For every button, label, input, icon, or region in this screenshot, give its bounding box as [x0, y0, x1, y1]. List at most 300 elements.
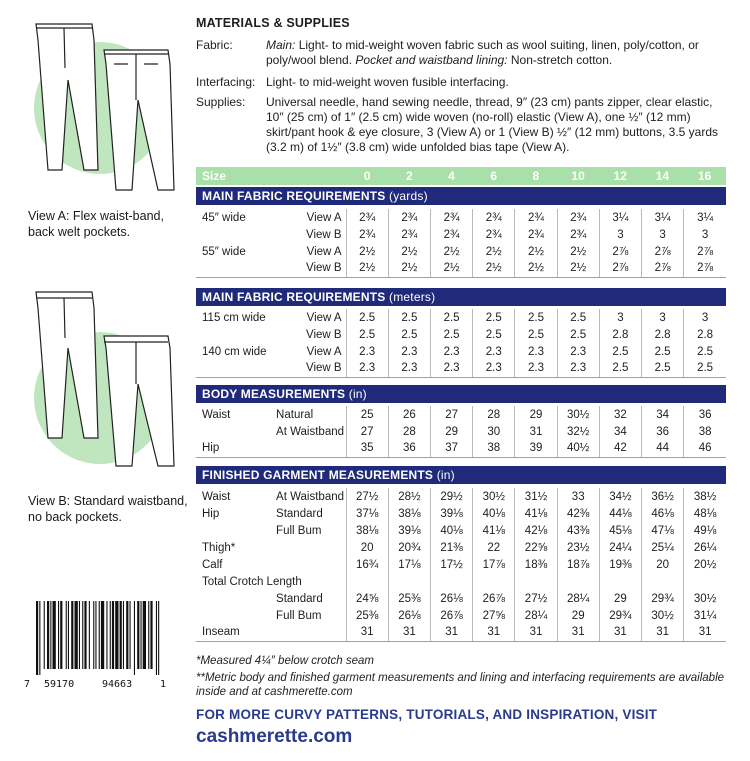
materials-heading: MATERIALS & SUPPLIES: [196, 16, 350, 30]
barcode-bar: [99, 601, 100, 669]
table-row: [196, 607, 726, 624]
table-cell: 37⅛: [346, 505, 388, 522]
row-sublabel: Full Bum: [276, 609, 322, 622]
size-4: 4: [448, 169, 455, 183]
table-cell: 2⅞: [684, 243, 726, 260]
table-cell: 17⅛: [388, 556, 430, 573]
size-14: 14: [655, 169, 670, 183]
table-cell: 2.3: [473, 343, 515, 360]
table-cell: 20¾: [388, 539, 430, 556]
table-row: [196, 423, 726, 440]
table-cell: 2¾: [346, 209, 388, 226]
fabric-yards-table: [196, 209, 726, 278]
fabric-main-label: Main:: [266, 38, 296, 52]
row-sublabel: View A: [306, 211, 342, 224]
table-cell: 49⅛: [684, 522, 726, 539]
table-cell: 48⅛: [684, 505, 726, 522]
table-cell: 36½: [642, 488, 684, 505]
table-cell: 22: [473, 539, 515, 556]
row-label: [196, 590, 276, 607]
table-cell: 3: [684, 226, 726, 243]
table-cell: 23½: [557, 539, 599, 556]
section-title: FINISHED GARMENT MEASUREMENTS: [202, 468, 434, 482]
row-sublabel: Standard: [276, 592, 323, 605]
table-row: [196, 260, 726, 277]
table-cell: 44: [642, 440, 684, 457]
table-cell: 43⅜: [557, 522, 599, 539]
table-cell: 2.5: [515, 326, 557, 343]
section-bar-fabric-meters: [196, 288, 726, 306]
table-cell: 20½: [684, 556, 726, 573]
table-cell: 35: [346, 440, 388, 457]
row-sublabel: Standard: [276, 507, 323, 520]
fabric-lining-text: Non-stretch cotton.: [510, 53, 613, 67]
table-cell: 2½: [388, 260, 430, 277]
size-2: 2: [405, 169, 413, 183]
table-cell: 31¼: [684, 607, 726, 624]
table-cell: 21⅜: [430, 539, 472, 556]
table-cell: 25¼: [642, 539, 684, 556]
table-cell: 2½: [430, 243, 472, 260]
table-cell: 18⅜: [515, 556, 557, 573]
table-cell: 28: [473, 406, 515, 423]
row-sublabel: At Waistband: [276, 490, 345, 503]
table-cell: 27: [346, 423, 388, 440]
table-cell: 36: [684, 406, 726, 423]
table-cell: 28: [388, 423, 430, 440]
table-cell: 2¾: [515, 226, 557, 243]
size-6: 6: [490, 169, 498, 183]
size-0: 0: [363, 169, 371, 183]
table-cell: 2.5: [346, 326, 388, 343]
barcode-bar: [82, 601, 83, 669]
row-sublabel: View A: [306, 345, 342, 358]
table-cell: 2⅞: [642, 243, 684, 260]
row-sublabel: At Waistband: [276, 425, 345, 438]
barcode-bar: [120, 601, 122, 669]
barcode-bar: [101, 601, 104, 669]
table-cell: 2.5: [346, 309, 388, 326]
row-label: 45″ wide: [202, 211, 246, 224]
table-cell: 31: [346, 624, 388, 641]
table-cell: 2.3: [430, 360, 472, 377]
barcode-bar: [66, 601, 67, 669]
table-cell: 25⅜: [346, 607, 388, 624]
table-cell: 27½: [346, 488, 388, 505]
table-cell: 47⅛: [642, 522, 684, 539]
table-cell: 2.8: [599, 326, 641, 343]
table-cell: 26: [388, 406, 430, 423]
table-cell: 29: [515, 406, 557, 423]
table-cell: 16¾: [346, 556, 388, 573]
barcode-digit-group-2: 94663: [102, 679, 133, 690]
table-cell: 2.5: [557, 326, 599, 343]
table-cell: 26⅛: [388, 607, 430, 624]
table-cell: 36: [388, 440, 430, 457]
fabric-main-text: Light- to mid-weight woven fabric such as wool suiting, linen, poly/cotton, or poly/wool blend.: [266, 38, 699, 67]
table-cell: 31: [430, 624, 472, 641]
table-cell: 42: [599, 440, 641, 457]
table-cell: 3: [599, 309, 641, 326]
table-cell: 18⅞: [557, 556, 599, 573]
barcode-bar: [93, 601, 94, 669]
table-cell: [346, 573, 388, 590]
row-sublabel: View B: [305, 228, 342, 241]
table-cell: 2¾: [557, 209, 599, 226]
table-cell: 31: [515, 624, 557, 641]
table-cell: 2.5: [642, 360, 684, 377]
call-to-action: FOR MORE CURVY PATTERNS, TUTORIALS, AND INSPIRATION, VISIT: [196, 707, 658, 722]
table-cell: 26⅞: [430, 607, 472, 624]
table-cell: 33: [557, 488, 599, 505]
size-label: Size: [202, 169, 227, 183]
row-label: Waist: [202, 490, 231, 503]
fabric-lining-label: Pocket and waistband lining:: [355, 53, 508, 67]
size-12: 12: [613, 169, 627, 183]
table-cell: 2½: [473, 243, 515, 260]
view-a-caption: View A: Flex waist-band, back welt pockets.: [28, 209, 164, 239]
table-row: [196, 440, 726, 457]
row-label: Hip: [202, 507, 220, 520]
barcode-bar: [58, 601, 59, 669]
table-cell: 2¾: [430, 209, 472, 226]
table-cell: 34½: [599, 488, 641, 505]
table-cell: 2⅞: [684, 260, 726, 277]
supplies-text: Universal needle, hand sewing needle, thread, 9″ (23 cm) pants zipper, clear elastic, 10″ (25 cm) of 1″ (2.5 cm) wide woven (no-roll) elastic (View A), one ½″ (12 mm) skirt/pant hook & eye closure, 3 (View A) or 1 (View B) ½″ (12 mm) buttons, 3.5 yards (3.2 m) of 1½″ (3.8 cm) wide unfolded bias tape (View A).: [266, 95, 718, 154]
section-title: BODY MEASUREMENTS: [202, 387, 346, 401]
table-cell: 2.5: [473, 326, 515, 343]
table-cell: 2.3: [557, 343, 599, 360]
table-cell: 32½: [557, 423, 599, 440]
table-row: [196, 505, 726, 522]
table-cell: 30½: [473, 488, 515, 505]
table-cell: 44⅛: [599, 505, 641, 522]
barcode-bar: [47, 601, 49, 669]
table-cell: 42⅛: [515, 522, 557, 539]
table-cell: 36: [642, 423, 684, 440]
table-cell: 2.5: [599, 360, 641, 377]
view-b-pants-illustration: [28, 288, 178, 478]
section-title: MAIN FABRIC REQUIREMENTS: [202, 290, 386, 304]
table-cell: 2½: [557, 260, 599, 277]
body-measurements-table: [196, 406, 726, 458]
barcode-bar: [141, 601, 142, 669]
section-unit: (meters): [389, 290, 436, 304]
row-sublabel: Natural: [276, 408, 314, 421]
table-cell: 2¾: [346, 226, 388, 243]
table-cell: 2¾: [388, 209, 430, 226]
fabric-label: Fabric:: [196, 38, 233, 52]
row-label: [196, 423, 276, 440]
table-cell: 2.3: [473, 360, 515, 377]
barcode-bar: [130, 601, 131, 669]
table-row: [196, 522, 726, 539]
section-bar-fabric-yards: [196, 187, 726, 205]
row-label: [196, 226, 276, 243]
table-cell: 2.3: [346, 343, 388, 360]
table-cell: 2.5: [473, 309, 515, 326]
table-cell: 24⅝: [346, 590, 388, 607]
table-cell: 29¾: [599, 607, 641, 624]
table-cell: 2½: [557, 243, 599, 260]
table-cell: 2.8: [642, 326, 684, 343]
table-cell: 28½: [388, 488, 430, 505]
website-link[interactable]: cashmerette.com: [196, 726, 353, 747]
barcode-bar: [123, 601, 124, 669]
section-title: MAIN FABRIC REQUIREMENTS: [202, 189, 386, 203]
row-label: [196, 607, 276, 624]
table-cell: 31: [388, 624, 430, 641]
row-label: Thigh*: [202, 541, 236, 554]
row-sublabel: [276, 624, 346, 641]
table-cell: 45⅛: [599, 522, 641, 539]
table-cell: 24¼: [599, 539, 641, 556]
table-cell: 31: [473, 624, 515, 641]
table-cell: 27: [430, 406, 472, 423]
barcode-digit-1: 7: [24, 679, 31, 690]
interfacing-text: Light- to mid-weight woven fusible interfacing.: [266, 75, 509, 89]
table-cell: 26⅛: [430, 590, 472, 607]
table-cell: 34: [642, 406, 684, 423]
barcode-bar: [39, 601, 40, 675]
row-label: Inseam: [196, 624, 276, 641]
table-cell: 37: [430, 440, 472, 457]
row-sublabel: View A: [306, 311, 342, 324]
table-row: [196, 556, 726, 573]
view-a-pants-illustration: [28, 20, 178, 205]
table-cell: 2.3: [515, 343, 557, 360]
table-cell: 2.3: [430, 343, 472, 360]
table-cell: 46: [684, 440, 726, 457]
table-cell: 2.5: [684, 360, 726, 377]
row-sublabel: View B: [276, 360, 346, 377]
table-cell: 29¾: [642, 590, 684, 607]
row-label: Total Crotch Length: [202, 575, 302, 588]
table-cell: 31: [515, 423, 557, 440]
table-cell: 41⅛: [473, 522, 515, 539]
supplies-label: Supplies:: [196, 95, 246, 109]
table-cell: 2⅞: [599, 243, 641, 260]
table-cell: 31: [642, 624, 684, 641]
table-cell: 2¾: [515, 209, 557, 226]
table-cell: 2.5: [388, 326, 430, 343]
table-cell: 2¾: [473, 209, 515, 226]
table-row: [196, 209, 726, 226]
table-cell: 28¼: [557, 590, 599, 607]
table-cell: 39⅛: [388, 522, 430, 539]
barcode-bar: [75, 601, 78, 669]
table-cell: 40⅛: [473, 505, 515, 522]
barcode-bar: [95, 601, 96, 669]
table-cell: 2½: [515, 260, 557, 277]
table-cell: [515, 573, 557, 590]
table-cell: 2¾: [430, 226, 472, 243]
footnote-thigh: *Measured 4¼″ below crotch seam: [196, 655, 374, 667]
section-unit: (in): [348, 387, 367, 401]
table-cell: [642, 573, 684, 590]
table-cell: 38½: [684, 488, 726, 505]
table-cell: 38: [473, 440, 515, 457]
table-cell: 40½: [557, 440, 599, 457]
fabric-meters-table: [196, 309, 726, 378]
barcode-bar: [53, 601, 56, 669]
table-cell: [684, 573, 726, 590]
fabric-text: [266, 38, 726, 68]
table-cell: 25⅜: [388, 590, 430, 607]
barcode-bar: [71, 601, 73, 669]
table-cell: 2.8: [684, 326, 726, 343]
table-cell: 2.5: [388, 309, 430, 326]
barcode-bar: [89, 601, 90, 669]
barcode-bar: [79, 601, 80, 669]
barcode-digit-check: 1: [160, 679, 167, 690]
table-cell: 2.5: [684, 343, 726, 360]
table-cell: 2¾: [473, 226, 515, 243]
table-cell: 39⅛: [430, 505, 472, 522]
table-cell: 20: [642, 556, 684, 573]
table-cell: 2½: [388, 243, 430, 260]
table-cell: 29: [599, 590, 641, 607]
barcode-bar: [126, 601, 128, 669]
table-cell: 3¼: [684, 209, 726, 226]
table-cell: 22⅝: [515, 539, 557, 556]
table-cell: 2⅞: [599, 260, 641, 277]
row-label: Hip: [196, 440, 276, 457]
row-label: Calf: [202, 558, 223, 571]
table-cell: 30: [473, 423, 515, 440]
table-cell: 2¾: [557, 226, 599, 243]
barcode-bar: [158, 601, 159, 675]
row-label: [196, 522, 276, 539]
size-8: 8: [532, 169, 540, 183]
table-cell: 3¼: [642, 209, 684, 226]
table-cell: 26⅞: [473, 590, 515, 607]
table-cell: [388, 573, 430, 590]
table-row: [196, 624, 726, 641]
table-cell: 19⅜: [599, 556, 641, 573]
table-cell: 2.5: [557, 309, 599, 326]
table-cell: 28¼: [515, 607, 557, 624]
barcode-bar: [44, 601, 45, 669]
row-label: [196, 260, 276, 277]
table-row: [196, 488, 726, 505]
barcode-bar: [110, 601, 111, 669]
table-cell: 2.5: [642, 343, 684, 360]
barcode-bar: [68, 601, 69, 669]
table-cell: 38⅛: [388, 505, 430, 522]
table-cell: 39: [515, 440, 557, 457]
barcode-bar: [143, 601, 146, 669]
row-sublabel: View B: [305, 328, 342, 341]
size-10: 10: [571, 169, 585, 183]
table-cell: 31½: [515, 488, 557, 505]
barcode-bar: [156, 601, 157, 675]
interfacing-label: Interfacing:: [196, 75, 256, 89]
barcode-bar: [106, 601, 107, 669]
table-row: [196, 243, 726, 260]
table-cell: 31: [684, 624, 726, 641]
table-cell: 29½: [430, 488, 472, 505]
footnote-metric: **Metric body and finished garment measurements and lining and interfacing requirements are available inside and at cashmerette.com: [196, 672, 725, 698]
table-cell: 2½: [473, 260, 515, 277]
table-cell: 27½: [515, 590, 557, 607]
row-label: 115 cm wide: [202, 311, 266, 324]
table-cell: 17⅞: [473, 556, 515, 573]
row-sublabel: [276, 556, 346, 573]
barcode-bar: [137, 601, 139, 669]
row-sublabel: Full Bum: [276, 524, 322, 537]
table-cell: 34: [599, 423, 641, 440]
barcode-digit-group-1: 59170: [44, 679, 75, 690]
row-label: 55″ wide: [202, 245, 246, 258]
section-bar-body-measurements: [196, 385, 726, 403]
table-cell: 17½: [430, 556, 472, 573]
table-cell: 42⅜: [557, 505, 599, 522]
table-cell: [430, 573, 472, 590]
table-cell: 2¾: [388, 226, 430, 243]
table-cell: 2.3: [388, 343, 430, 360]
table-cell: 2.3: [557, 360, 599, 377]
table-cell: 25: [346, 406, 388, 423]
section-unit: (in): [436, 468, 455, 482]
barcode-bar: [50, 601, 51, 669]
section-unit: (yards): [389, 189, 428, 203]
table-cell: 30½: [557, 406, 599, 423]
barcode-bar: [150, 601, 152, 669]
barcode-bar: [112, 601, 114, 669]
row-label: 140 cm wide: [202, 345, 267, 358]
table-cell: 30½: [684, 590, 726, 607]
view-b-caption: View B: Standard waistband, no back pockets.: [28, 494, 188, 524]
table-cell: 41⅛: [515, 505, 557, 522]
table-cell: 2½: [515, 243, 557, 260]
row-sublabel: View B: [276, 260, 346, 277]
table-cell: 2.3: [388, 360, 430, 377]
table-cell: 2.5: [515, 309, 557, 326]
table-cell: 2.3: [346, 360, 388, 377]
barcode-bar: [148, 601, 149, 669]
table-cell: 38⅛: [346, 522, 388, 539]
table-cell: 3: [642, 309, 684, 326]
table-cell: 2½: [346, 260, 388, 277]
table-cell: 31: [599, 624, 641, 641]
table-cell: 40⅛: [430, 522, 472, 539]
table-cell: [473, 573, 515, 590]
section-bar-finished-measurements: [196, 466, 726, 484]
table-row: [196, 226, 726, 243]
barcode-bar: [84, 601, 86, 669]
table-cell: 27⅝: [473, 607, 515, 624]
table-cell: 3¼: [599, 209, 641, 226]
table-cell: [599, 573, 641, 590]
table-cell: 20: [346, 539, 388, 556]
table-row: [196, 326, 726, 343]
barcode-bars: [34, 601, 162, 675]
barcode-bar: [36, 601, 38, 675]
row-label: Waist: [202, 408, 231, 421]
table-cell: [557, 573, 599, 590]
table-row: [196, 343, 726, 360]
table-cell: 30½: [642, 607, 684, 624]
row-sublabel: [276, 440, 346, 457]
finished-measurements-table: [196, 488, 726, 642]
barcode: [24, 597, 168, 695]
table-row: [196, 539, 726, 556]
size-header-row: [196, 167, 726, 185]
barcode-bar: [115, 601, 118, 669]
table-cell: 26¼: [684, 539, 726, 556]
table-cell: 2½: [346, 243, 388, 260]
